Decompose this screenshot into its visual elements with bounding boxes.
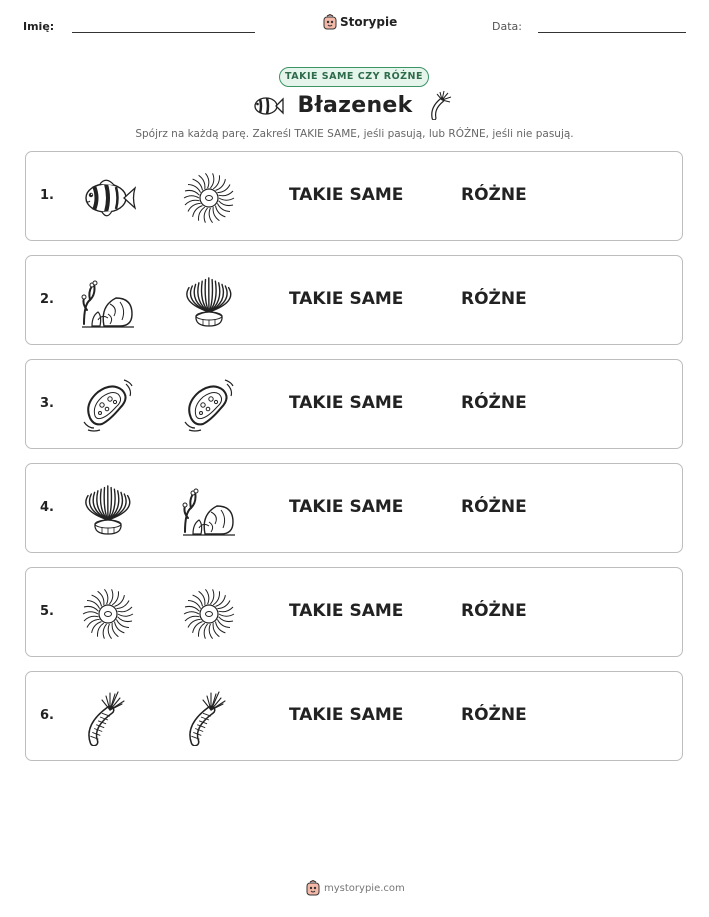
clownfish-icon: [80, 170, 136, 226]
different-option[interactable]: RÓŻNE: [461, 601, 527, 621]
question-row: [25, 567, 683, 657]
question-row: [25, 463, 683, 553]
different-option[interactable]: RÓŻNE: [461, 393, 527, 413]
different-option[interactable]: RÓŻNE: [461, 185, 527, 205]
date-label: Data:: [492, 20, 522, 33]
storypie-logo-icon: [323, 14, 337, 30]
question-row: [25, 151, 683, 241]
same-option[interactable]: TAKIE SAME: [289, 289, 404, 309]
coral-reef-icon: [181, 482, 237, 538]
coral-reef-icon: [80, 274, 136, 330]
different-option[interactable]: RÓŻNE: [461, 705, 527, 725]
storypie-logo-icon: [306, 880, 320, 896]
worksheet-title: Błazenek: [297, 93, 413, 118]
question-number: 6.: [40, 708, 54, 723]
same-option[interactable]: TAKIE SAME: [289, 497, 404, 517]
sea-cucumber-icon: [80, 378, 136, 434]
same-option[interactable]: TAKIE SAME: [289, 185, 404, 205]
tube-anemone-icon: [428, 90, 454, 120]
name-line[interactable]: [72, 32, 255, 33]
sea-anemone-icon: [80, 482, 136, 538]
different-option[interactable]: RÓŻNE: [461, 497, 527, 517]
sea-anemone-icon: [181, 274, 237, 330]
question-number: 1.: [40, 188, 54, 203]
brand: [323, 12, 397, 32]
question-number: 3.: [40, 396, 54, 411]
clownfish-icon: [252, 94, 284, 118]
question-row: [25, 255, 683, 345]
tube-anemone-icon: [181, 690, 237, 746]
question-row: [25, 671, 683, 761]
sea-cucumber-icon: [181, 378, 237, 434]
brand-name: Storypie: [340, 15, 398, 29]
same-option[interactable]: TAKIE SAME: [289, 393, 404, 413]
question-row: [25, 359, 683, 449]
date-line[interactable]: [538, 32, 686, 33]
footer-url: mystorypie.com: [324, 882, 405, 894]
tube-anemone-icon: [80, 690, 136, 746]
worksheet-type-badge: TAKIE SAME CZY RÓŻNE: [279, 67, 429, 87]
footer: [306, 880, 405, 896]
same-option[interactable]: TAKIE SAME: [289, 601, 404, 621]
sea-anemone-flat-icon: [181, 586, 237, 642]
same-option[interactable]: TAKIE SAME: [289, 705, 404, 725]
sea-anemone-flat-icon: [181, 170, 237, 226]
sea-anemone-flat-icon: [80, 586, 136, 642]
question-number: 4.: [40, 500, 54, 515]
question-number: 2.: [40, 292, 54, 307]
instructions: Spójrz na każdą parę. Zakreśl TAKIE SAME, jeśli pasują, lub RÓŻNE, jeśli nie pasują.: [135, 128, 574, 140]
different-option[interactable]: RÓŻNE: [461, 289, 527, 309]
question-number: 5.: [40, 604, 54, 619]
name-label: Imię:: [23, 20, 55, 33]
